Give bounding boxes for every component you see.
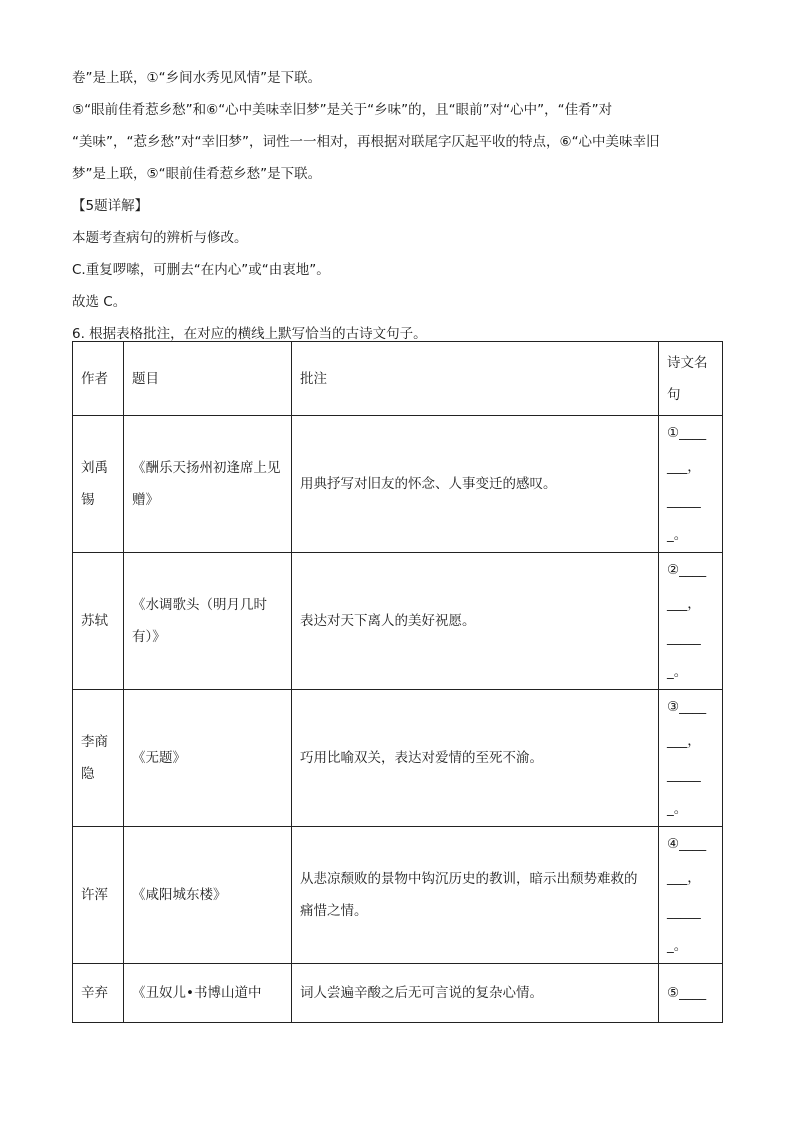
paragraph-line: 卷”是上联，①“乡间水秀见风情”是下联。: [72, 70, 322, 86]
paragraph-line: 故选 C。: [72, 294, 127, 310]
document-body: [72, 62, 722, 350]
author-cell: 李商隐: [73, 690, 124, 827]
note-cell: 巧用比喻双关，表达对爱情的至死不渝。: [292, 690, 659, 827]
answer-blank: _____: [667, 493, 701, 509]
answer-blank: ___，: [667, 459, 701, 475]
title-cell: 《水调歌头（明月几时有）》: [124, 553, 292, 690]
title-cell: 《酬乐天扬州初逢席上见赠》: [124, 416, 292, 553]
answer-blank: ②____: [667, 562, 707, 578]
title-cell: 《无题》: [124, 690, 292, 827]
question-prompt: 6. 根据表格批注，在对应的横线上默写恰当的古诗文句子。: [72, 326, 427, 342]
table-row: [73, 690, 723, 827]
note-cell: 表达对天下离人的美好祝愿。: [292, 553, 659, 690]
header-quote: 诗文名句: [659, 342, 723, 416]
answer-blank: _。: [667, 664, 688, 680]
answer-blank: ___，: [667, 596, 701, 612]
answer-blank: ③____: [667, 699, 707, 715]
note-cell: 从悲凉颓败的景物中钩沉历史的教训，暗示出颓势难救的痛惜之情。: [292, 827, 659, 964]
author-cell: 苏轼: [73, 553, 124, 690]
answer-blank: ___，: [667, 870, 701, 886]
answer-blank: ④____: [667, 836, 707, 852]
answer-blank: _。: [667, 801, 688, 817]
title-cell: 《咸阳城东楼》: [124, 827, 292, 964]
answer-blank: _____: [667, 767, 701, 783]
author-cell: 刘禹锡: [73, 416, 124, 553]
paragraph-line: C.重复啰嗦，可删去“在内心”或“由衷地”。: [72, 262, 330, 278]
answer-blank: _____: [667, 904, 701, 920]
answer-blank-cell[interactable]: [659, 416, 723, 553]
answer-blank: ___，: [667, 733, 701, 749]
paragraph-line: “美味”，“惹乡愁”对“幸旧梦”，词性一一相对，再根据对联尾字仄起平收的特点，⑥“心中美味幸旧: [72, 134, 660, 150]
note-cell: 用典抒写对旧友的怀念、人事变迁的感叹。: [292, 416, 659, 553]
answer-blank: _____: [667, 630, 701, 646]
author-cell: 辛弃: [73, 964, 124, 1023]
answer-blank-cell[interactable]: [659, 553, 723, 690]
section-heading: 【5题详解】: [72, 198, 149, 214]
answer-blank: ①____: [667, 425, 707, 441]
header-note: 批注: [292, 342, 659, 416]
answer-blank-cell[interactable]: [659, 690, 723, 827]
answer-blank-cell[interactable]: [659, 964, 723, 1023]
answer-blank-cell[interactable]: [659, 827, 723, 964]
poetry-table: [72, 341, 723, 1023]
answer-blank: ⑤____: [667, 985, 707, 1001]
answer-blank: _。: [667, 527, 688, 543]
header-author: 作者: [73, 342, 124, 416]
paragraph-line: 本题考查病句的辨析与修改。: [72, 230, 248, 246]
title-cell: 《丑奴儿•书博山道中: [124, 964, 292, 1023]
table-header-row: [73, 342, 723, 416]
table-row: [73, 416, 723, 553]
answer-blank: _。: [667, 938, 688, 954]
table-row: [73, 964, 723, 1023]
note-cell: 词人尝遍辛酸之后无可言说的复杂心情。: [292, 964, 659, 1023]
header-title: 题目: [124, 342, 292, 416]
author-cell: 许浑: [73, 827, 124, 964]
paragraph-line: ⑤“眼前佳肴惹乡愁”和⑥“心中美味幸旧梦”是关于“乡味”的，且“眼前”对“心中”，“佳肴”对: [72, 102, 613, 118]
table-row: [73, 553, 723, 690]
paragraph-line: 梦”是上联，⑤“眼前佳肴惹乡愁”是下联。: [72, 166, 322, 182]
table-row: [73, 827, 723, 964]
